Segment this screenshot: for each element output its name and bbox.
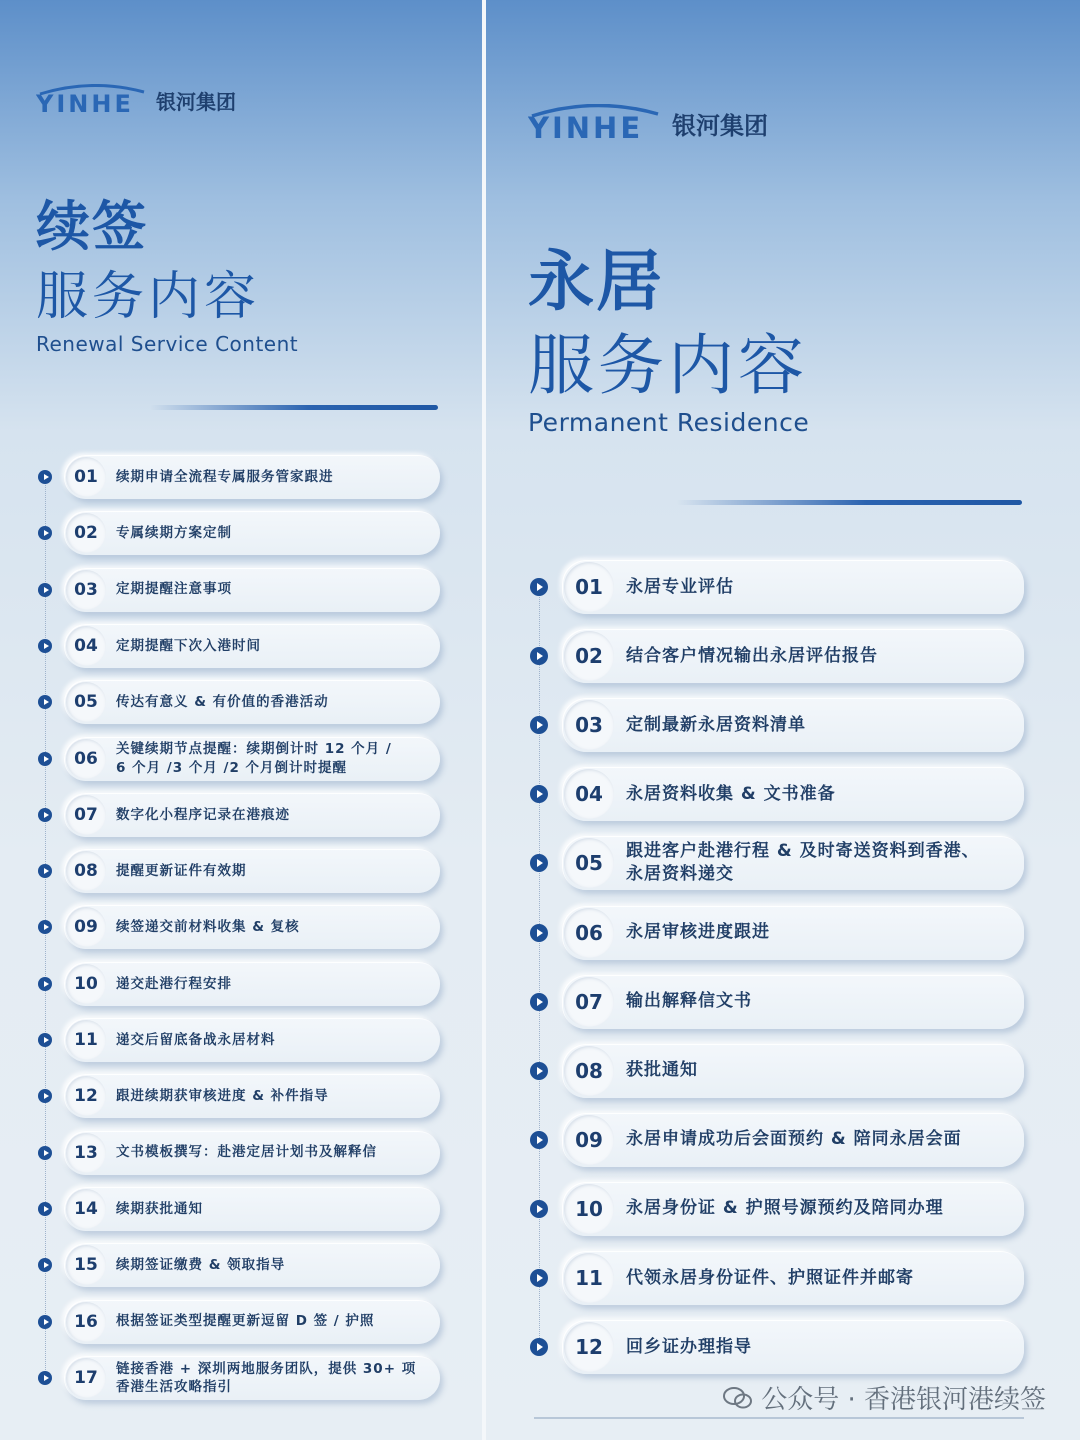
title-service-content: 服务内容 (528, 327, 808, 404)
item-text (626, 921, 770, 944)
item-text-line: 传达有意义 & 有价值的香港活动 (116, 694, 329, 711)
play-bullet-icon (530, 785, 548, 803)
item-text-line: 香港生活攻略指引 (116, 1378, 232, 1395)
play-bullet-icon (38, 752, 52, 766)
item-number: 16 (66, 1302, 106, 1342)
service-item (562, 975, 1024, 1029)
item-number: 04 (66, 626, 106, 666)
left-panel-renewal (0, 0, 482, 1440)
item-text (116, 1143, 377, 1161)
service-item (64, 624, 440, 668)
service-item (64, 568, 440, 612)
item-text (116, 975, 232, 993)
item-text (626, 1267, 914, 1290)
play-bullet-icon (530, 1338, 548, 1356)
play-bullet-icon (530, 1269, 548, 1287)
service-item (64, 1300, 440, 1344)
item-text-line: 续签递交前材料收集 & 复核 (116, 919, 300, 936)
play-bullet-icon (38, 639, 52, 653)
play-bullet-icon (530, 924, 548, 942)
svg-text:YINHE: YINHE (36, 90, 134, 116)
play-bullet-icon (38, 808, 52, 822)
item-text-line: 提醒更新证件有效期 (116, 862, 247, 879)
service-item (64, 455, 440, 499)
service-item (562, 836, 1024, 890)
item-number: 13 (66, 1133, 106, 1173)
play-bullet-icon (38, 864, 52, 878)
item-number: 11 (564, 1253, 614, 1303)
item-text-line: 永居资料收集 & 文书准备 (626, 783, 836, 804)
item-text (116, 580, 232, 598)
item-number: 02 (564, 631, 614, 681)
item-number: 05 (66, 682, 106, 722)
item-text-line: 专属续期方案定制 (116, 525, 232, 542)
item-text (116, 637, 261, 655)
play-bullet-icon (38, 1258, 52, 1272)
item-text-line: 数字化小程序记录在港痕迹 (116, 806, 290, 823)
item-number: 11 (66, 1020, 106, 1060)
item-text-line: 输出解释信文书 (626, 991, 752, 1012)
item-text (116, 1031, 276, 1049)
service-item (562, 698, 1024, 752)
subtitle-english: Permanent Residence (528, 408, 810, 437)
play-bullet-icon (38, 920, 52, 934)
service-item (64, 793, 440, 837)
item-text-line: 链接香港 + 深圳两地服务团队，提供 30+ 项 (116, 1360, 417, 1377)
item-text-line: 永居审核进度跟进 (626, 922, 770, 943)
item-text (116, 468, 334, 486)
play-bullet-icon (38, 470, 52, 484)
service-item (562, 1113, 1024, 1167)
item-number: 15 (66, 1245, 106, 1285)
right-panel-permanent (486, 0, 1080, 1440)
item-text (116, 1087, 329, 1105)
item-number: 07 (66, 795, 106, 835)
play-bullet-icon (38, 526, 52, 540)
item-text-line: 代领永居身份证件、护照证件并邮寄 (626, 1267, 914, 1288)
play-bullet-icon (38, 1371, 52, 1385)
item-text (626, 1059, 698, 1082)
play-bullet-icon (530, 1200, 548, 1218)
item-text-line: 根据签证类型提醒更新逗留 D 签 / 护照 (116, 1313, 375, 1330)
item-text-line: 跟进客户赴港行程 & 及时寄送资料到香港、 (626, 841, 980, 862)
brand-name-cn: 银河集团 (156, 89, 236, 114)
wechat-watermark (723, 1379, 1046, 1416)
play-bullet-icon (38, 1202, 52, 1216)
service-item (64, 1131, 440, 1175)
item-text (626, 576, 734, 599)
service-item (64, 849, 440, 893)
item-number: 14 (66, 1189, 106, 1229)
item-text (116, 524, 232, 542)
watermark-text: 公众号 · 香港银河港续签 (761, 1385, 1046, 1415)
item-text-line: 6 个月 /3 个月 /2 个月倒计时提醒 (116, 759, 348, 776)
play-bullet-icon (530, 578, 548, 596)
service-item (562, 1320, 1024, 1374)
item-text-line: 续期获批通知 (116, 1200, 203, 1217)
service-item (562, 906, 1024, 960)
play-bullet-icon (530, 716, 548, 734)
subtitle-english: Renewal Service Content (36, 332, 299, 356)
item-text (626, 1336, 752, 1359)
item-number: 06 (564, 908, 614, 958)
item-number: 10 (564, 1184, 614, 1234)
item-text (116, 740, 392, 776)
item-number: 12 (66, 1076, 106, 1116)
item-text (626, 840, 980, 886)
service-item (64, 1243, 440, 1287)
item-text (116, 1312, 374, 1330)
item-text-line: 关键续期节点提醒：续期倒计时 12 个月 / (116, 741, 392, 758)
service-item (64, 1074, 440, 1118)
service-item (562, 767, 1024, 821)
item-text (626, 783, 836, 806)
item-text-line: 回乡证办理指导 (626, 1336, 752, 1357)
play-bullet-icon (38, 1033, 52, 1047)
item-text (626, 1197, 944, 1220)
item-text-line: 递交赴港行程安排 (116, 975, 232, 992)
item-text-line: 永居身份证 & 护照号源预约及陪同办理 (626, 1198, 944, 1219)
item-number: 04 (564, 769, 614, 819)
item-number: 07 (564, 977, 614, 1027)
service-item (562, 1182, 1024, 1236)
item-text-line: 永居专业评估 (626, 576, 734, 597)
item-text-line: 获批通知 (626, 1060, 698, 1081)
play-bullet-icon (530, 647, 548, 665)
item-text-line: 续期申请全流程专属服务管家跟进 (116, 468, 334, 485)
item-text-line: 永居资料递交 (626, 864, 734, 885)
play-bullet-icon (530, 1131, 548, 1149)
item-text (626, 714, 806, 737)
item-number: 17 (66, 1358, 106, 1398)
item-number: 09 (564, 1115, 614, 1165)
item-number: 03 (564, 700, 614, 750)
item-text-line: 定制最新永居资料清单 (626, 714, 806, 735)
service-item (562, 1044, 1024, 1098)
item-text-line: 文书模板撰写：赴港定居计划书及解释信 (116, 1144, 377, 1161)
item-text (116, 806, 290, 824)
play-bullet-icon (38, 977, 52, 991)
title-renewal: 续签 (36, 195, 148, 258)
permanent-service-list (486, 0, 1080, 1440)
item-text-line: 续期签证缴费 & 领取指导 (116, 1257, 286, 1274)
play-bullet-icon (530, 993, 548, 1011)
item-number: 12 (564, 1322, 614, 1372)
service-item (64, 1356, 440, 1400)
item-number: 08 (66, 851, 106, 891)
item-number: 09 (66, 907, 106, 947)
item-number: 03 (66, 570, 106, 610)
service-item (562, 1251, 1024, 1305)
renewal-service-list (0, 0, 482, 1440)
service-item (562, 560, 1024, 614)
item-text-line: 定期提醒下次入港时间 (116, 637, 261, 654)
service-item (64, 1018, 440, 1062)
item-text (116, 1360, 416, 1396)
item-text (626, 1128, 962, 1151)
item-text (116, 862, 247, 880)
title-service-content: 服务内容 (36, 267, 261, 327)
service-item (64, 737, 440, 781)
item-number: 08 (564, 1046, 614, 1096)
item-text (626, 645, 878, 668)
item-text-line: 结合客户情况输出永居评估报告 (626, 645, 878, 666)
play-bullet-icon (38, 1146, 52, 1160)
service-item (64, 511, 440, 555)
item-text-line: 递交后留底备战永居材料 (116, 1031, 276, 1048)
play-bullet-icon (38, 1315, 52, 1329)
item-number: 01 (66, 457, 106, 497)
play-bullet-icon (38, 583, 52, 597)
service-item (64, 680, 440, 724)
title-permanent: 永居 (528, 243, 664, 320)
item-text (116, 1200, 203, 1218)
service-item (64, 905, 440, 949)
item-text (116, 693, 329, 711)
item-text-line: 跟进续期获审核进度 & 补件指导 (116, 1088, 329, 1105)
play-bullet-icon (38, 695, 52, 709)
item-number: 10 (66, 964, 106, 1004)
service-item (64, 962, 440, 1006)
item-number: 01 (564, 562, 614, 612)
service-item (562, 629, 1024, 683)
item-number: 06 (66, 739, 106, 779)
item-text-line: 定期提醒注意事项 (116, 581, 232, 598)
item-text-line: 永居申请成功后会面预约 & 陪同永居会面 (626, 1129, 962, 1150)
wechat-icon (723, 1386, 753, 1410)
item-text (116, 918, 300, 936)
play-bullet-icon (530, 854, 548, 872)
play-bullet-icon (530, 1062, 548, 1080)
svg-text:YINHE: YINHE (528, 111, 644, 142)
bottom-line (534, 1417, 1024, 1419)
brand-name-cn: 银河集团 (672, 111, 768, 140)
play-bullet-icon (38, 1089, 52, 1103)
item-number: 05 (564, 838, 614, 888)
item-text (626, 990, 752, 1013)
service-item (64, 1187, 440, 1231)
item-text (116, 1256, 285, 1274)
item-number: 02 (66, 513, 106, 553)
